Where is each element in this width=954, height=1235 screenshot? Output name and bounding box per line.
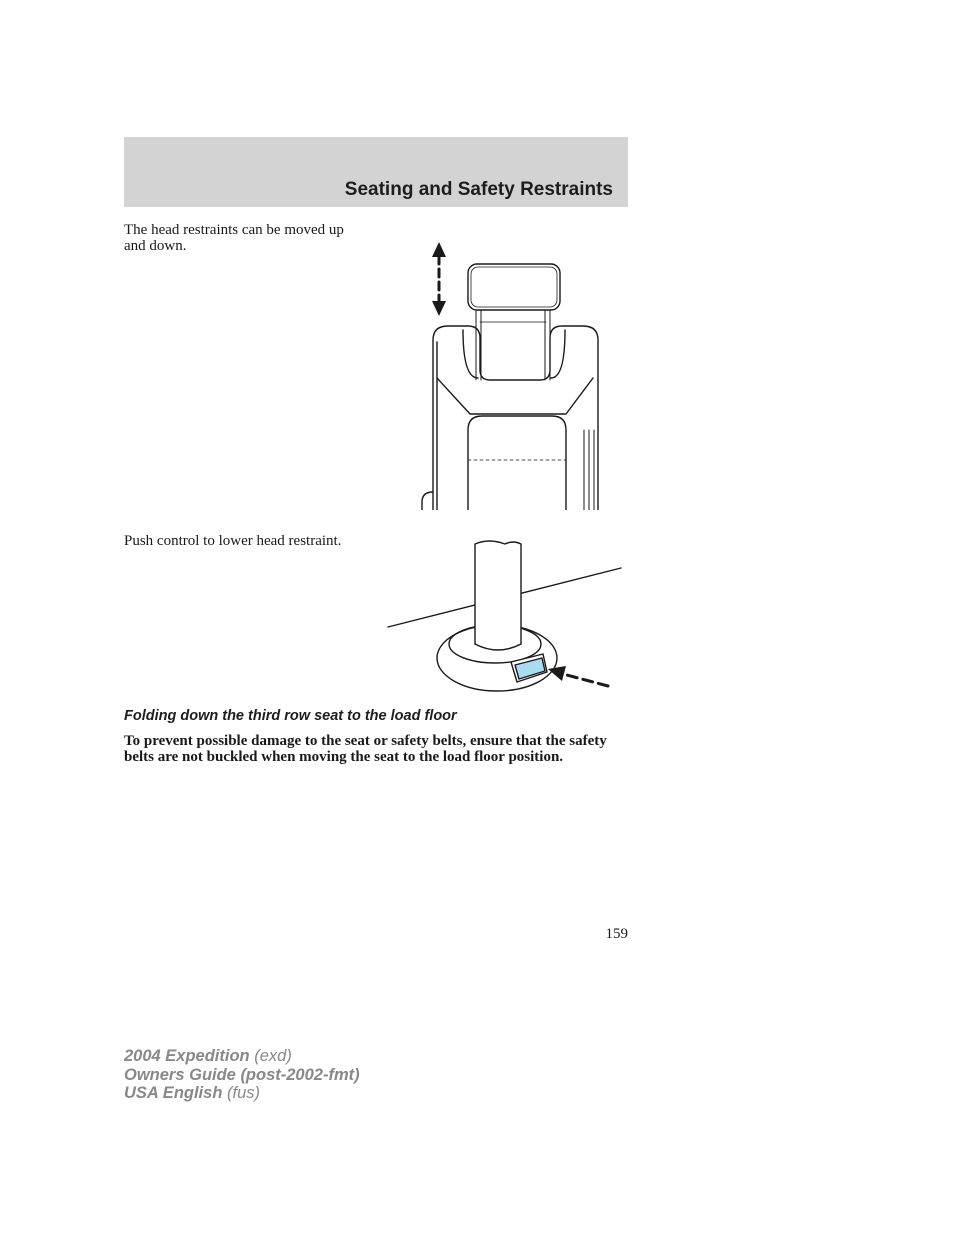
- document-footer: [124, 1047, 360, 1103]
- pointer-arrow-icon: [548, 666, 608, 686]
- footer-language-code: (fus): [227, 1084, 260, 1102]
- section-header-band: [124, 137, 628, 207]
- head-restraint-move-text: The head restraints can be moved up and down.: [124, 222, 344, 254]
- head-restraint-illustration: [418, 238, 608, 510]
- section-title: Seating and Safety Restraints: [344, 179, 613, 200]
- head-restraint-release-control-illustration: [385, 536, 625, 694]
- footer-language: USA English: [124, 1084, 223, 1102]
- footer-line-guide: [124, 1066, 360, 1085]
- head-restraint-lower-text: Push control to lower head restraint.: [124, 533, 342, 549]
- footer-model-code: (exd): [254, 1047, 292, 1065]
- footer-guide: Owners Guide (post-2002-fmt): [124, 1065, 360, 1084]
- third-row-fold-subheading: Folding down the third row seat to the load floor: [124, 708, 457, 724]
- footer-line-model: [124, 1047, 360, 1066]
- footer-model: 2004 Expedition: [124, 1047, 250, 1065]
- page-number: 159: [605, 926, 628, 942]
- up-down-arrow-icon: [432, 242, 446, 316]
- safety-belt-warning: To prevent possible damage to the seat or safety belts, ensure that the safety belts are not buckled when moving the seat to the load floor position.: [124, 733, 607, 765]
- footer-line-language: [124, 1084, 360, 1103]
